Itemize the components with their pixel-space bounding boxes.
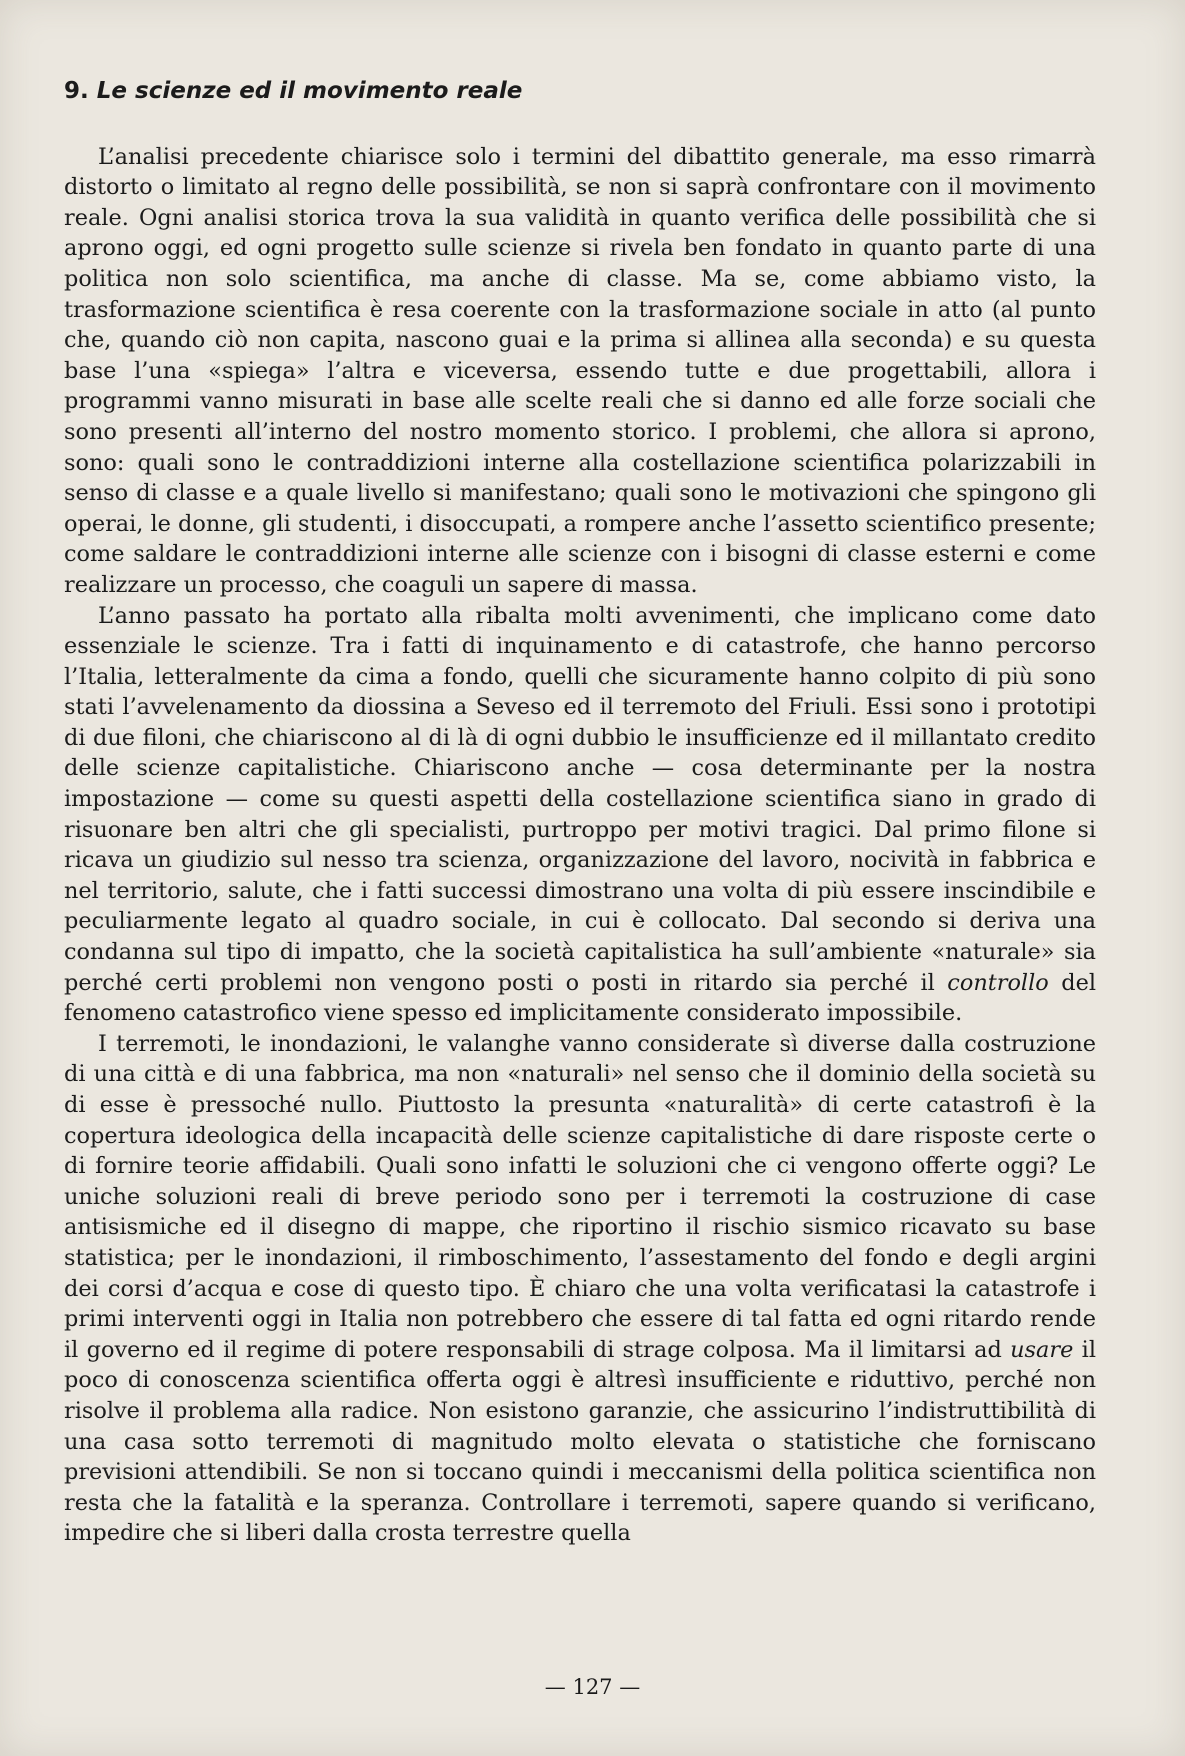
section-number: 9.: [64, 78, 89, 104]
section-title: Le scienze ed il movimento reale: [96, 78, 523, 104]
paragraph-2-text-before: L’anno passato ha portato alla ribalta molti avvenimenti, che implicano come dato essenziale le scienze. Tra i fatti di inquinamento e di catastrofe, che hanno percorso l’Italia, letteralmente da cima a fondo, quelli che sicuramente hanno colpito di più sono stati l’avvelenamento da diossina a Seveso ed il terremoto del Friuli. Essi sono i prototipi di due filoni, che chiariscono al di là di ogni dubbio le insufficienze ed il millantato credito delle scienze capitalistiche. Chiariscono anche — cosa determinante per la nostra impostazione — come su questi aspetti della costellazione scientifica siano in grado di risuonare ben altri che gli specialisti, purtroppo per motivi tragici. Dal primo filone si ricava un giudizio sul nesso tra scienza, organizzazione del lavoro, nocività in fabbrica e nel territorio, salute, che i fatti successi dimostrano una volta di più essere inscindibile e peculiarmente legato al quadro sociale, in cui è collocato. Dal secondo si deriva una condanna sul tipo di impatto, che la società capitalistica ha sull’ambiente «naturale» sia perché certi problemi non vengono posti o posti in ritardo sia perché il: [64, 602, 1096, 996]
text-column: [64, 78, 1096, 1549]
paragraph-1-text: L’analisi precedente chiarisce solo i termini del dibattito generale, ma esso rimarrà distorto o limitato al regno delle possibilità, se non si saprà confrontare con il movimento reale. Ogni analisi storica trova la sua validità in quanto verifica delle possibilità che si aprono oggi, ed ogni progetto sulle scienze si rivela ben fondato in quanto parte di una politica non solo scientifica, ma anche di classe. Ma se, come abbiamo visto, la trasformazione scientifica è resa coerente con la trasformazione sociale in atto (al punto che, quando ciò non capita, nascono guai e la prima si allinea alla seconda) e su questa base l’una «spiega» l’altra e viceversa, essendo tutte e due progettabili, allora i programmi vanno misurati in base alle scelte reali che si danno ed alle forze sociali che sono presenti all’interno del nostro momento storico. I problemi, che allora si aprono, sono: quali sono le contraddizioni interne alla costellazione scientifica polarizzabili in senso di classe e a quale livello si manifestano; quali sono le motivazioni che spingono gli operai, le donne, gli studenti, i disoccupati, a rompere anche l’assetto scientifico presente; come saldare le contraddizioni interne alle scienze con i bisogni di classe esterni e come realizzare un processo, che coaguli un sapere di massa.: [64, 143, 1097, 598]
page-number: — 127 —: [544, 1675, 641, 1699]
paragraph-1: [64, 142, 1096, 601]
paragraph-3-emphasis: usare: [1010, 1336, 1074, 1363]
paragraph-2-text-after: del fenomeno catastrofico viene spesso ed implicitamente considerato impossibile.: [64, 969, 1096, 1027]
paragraph-3-text-after: il poco di conoscenza scientifica offerta oggi è altresì insufficiente e riduttivo, perché non risolve il problema alla radice. Non esistono garanzie, che assicurino l’indistruttibilità di una casa sotto terremoti di magnitudo molto elevata o statistiche che forniscano previsioni attendibili. Se non si toccano quindi i meccanismi della politica scientifica non resta che la fatalità e la speranza. Controllare i terremoti, sapere quando si verificano, impedire che si liberi dalla crosta terrestre quella: [64, 1336, 1096, 1547]
paragraph-2: [64, 601, 1096, 1029]
paragraph-2-emphasis: controllo: [947, 969, 1049, 996]
paragraph-3-text-before: I terremoti, le inondazioni, le valanghe vanno considerate sì diverse dalla costruzione di una città e di una fabbrica, ma non «naturali» nel senso che il dominio della società su di esse è pressoché nullo. Piuttosto la presunta «naturalità» di certe catastrofi è la copertura ideologica della incapacità delle scienze capitalistiche di dare risposte certe o di fornire teorie affidabili. Quali sono infatti le soluzioni che ci vengono offerte oggi? Le uniche soluzioni reali di breve periodo sono per i terremoti la costruzione di case antisismiche ed il disegno di mappe, che riportino il rischio sismico ricavato su base statistica; per le inondazioni, il rimboschimento, l’assestamento del fondo e degli argini dei corsi d’acqua e cose di questo tipo. È chiaro che una volta verificatasi la catastrofe i primi interventi oggi in Italia non potrebbero che essere di tal fatta ed ogni ritardo rende il governo ed il regime di potere responsabili di strage colposa. Ma il limitarsi ad: [64, 1030, 1096, 1363]
paragraph-3: [64, 1029, 1096, 1549]
section-heading: [64, 78, 1096, 106]
